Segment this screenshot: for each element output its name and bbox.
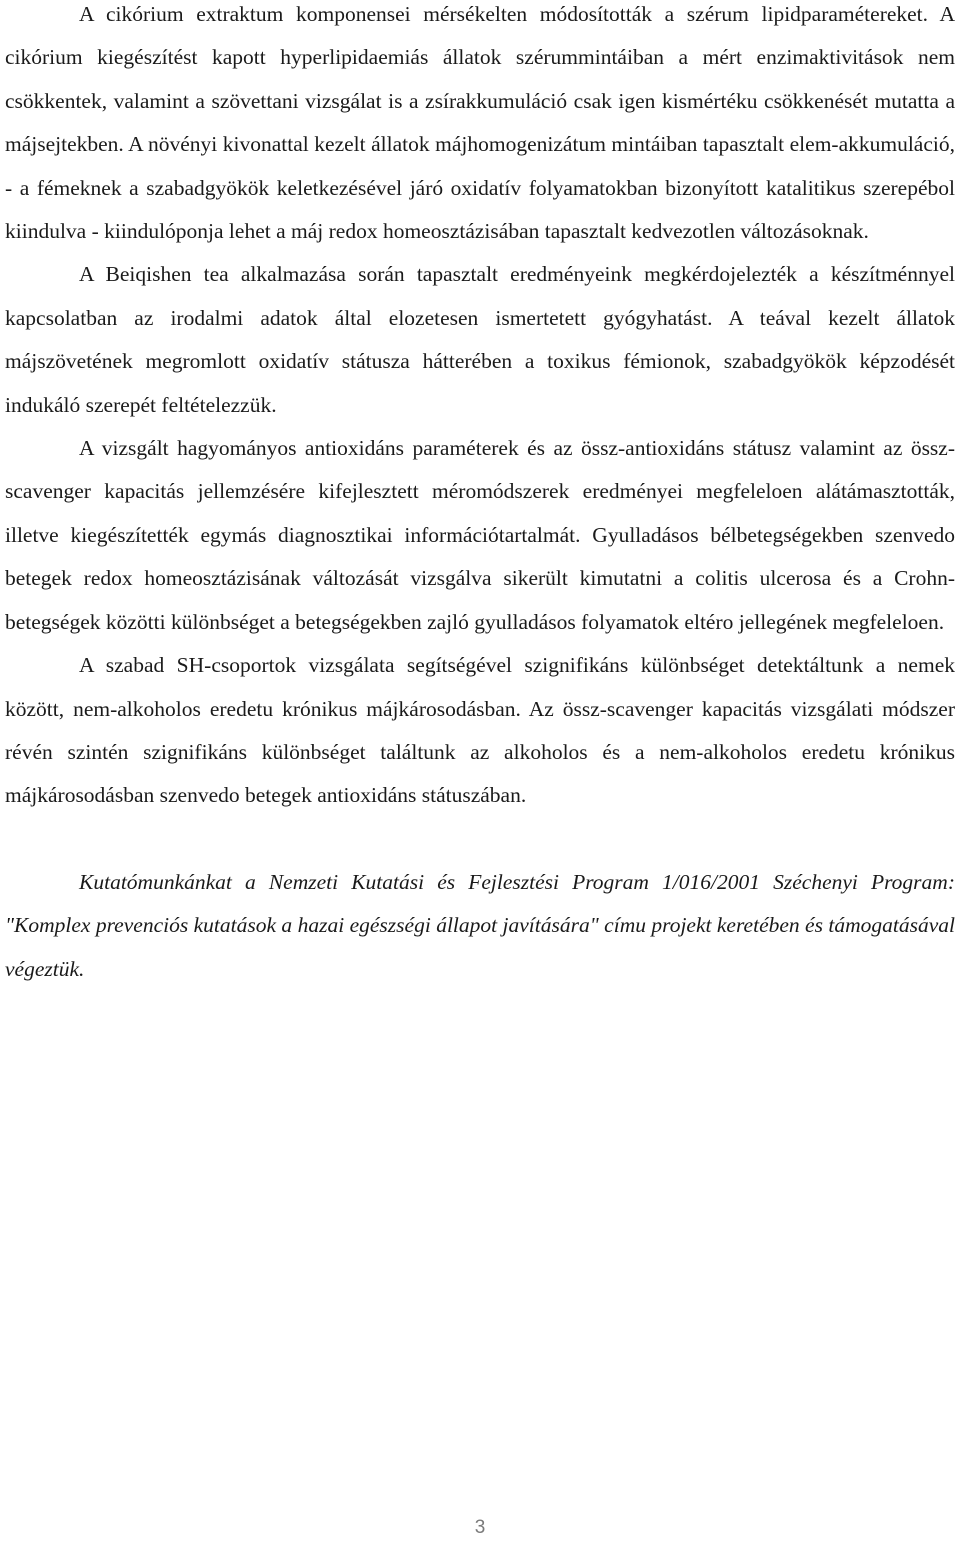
paragraph-chicory-results: A cikórium extraktum komponensei mérsékelten módosították a szérum lipidparamétereket. A cikórium kiegészítést kapott hyperlipidaemiás állatok szérummintáiban a mért enzimaktivitások nem csökkentek, valamint a szövettani vizsgálat is a zsírakkumuláció csak igen kismértéku csökkenését mutatta a májsejtekben. A növényi kivonattal kezelt állatok májhomogenizátum mintáiban tapasztalt elem-akkumuláció, - a fémeknek a szabadgyökök keletkezésével járó oxidatív folyamatokban bizonyított katalitikus szerepébol kiindulva - kiindulóponja lehet a máj redox homeosztázisában tapasztalt kedvezotlen változásoknak. — [5, 2, 955, 244]
paragraph-beiqishen-tea: A Beiqishen tea alkalmazása során tapasztalt eredményeink megkérdojelezték a készítménnyel kapcsolatban az irodalmi adatok által elozetesen ismertetett gyógyhatást. A teával kezelt állatok májszövetének megromlott oxidatív státusza hátterében a toxikus fémionok, szabadgyökök képzodését indukáló szerepét feltételezzük. — [5, 262, 955, 417]
paragraph-antioxidant-methods: A vizsgált hagyományos antioxidáns paraméterek és az össz-antioxidáns státusz valamint az össz-scavenger kapacitás jellemzésére kifejlesztett méromódszerek eredményei megfeleloen alátámasztották, illetve kiegészítették egymás diagnosztikai információtartalmát. Gyulladásos bélbetegségekben szenvedo betegek redox homeosztázisának változását vizsgálva sikerült kimutatni a colitis ulcerosa és a Crohn-betegségek közötti különbséget a betegségekben zajló gyulladásos folyamatok eltéro jellegének megfeleloen. — [5, 436, 955, 634]
document-page — [5, 0, 955, 991]
page-number: 3 — [474, 1517, 486, 1538]
paragraph-sh-groups: A szabad SH-csoportok vizsgálata segítségével szignifikáns különbséget detektáltunk a nemek között, nem-alkoholos eredetu krónikus májkárosodásban. Az össz-scavenger kapacitás vizsgálati módszer révén szintén szignifikáns különbséget találtunk az alkoholos és a nem-alkoholos eredetu krónikus májkárosodásban szenvedo betegek antioxidáns státuszában. — [5, 653, 955, 808]
acknowledgement-paragraph: Kutatómunkánkat a Nemzeti Kutatási és Fejlesztési Program 1/016/2001 Széchenyi Program: "Komplex prevenciós kutatások a hazai egészségi állapot javítására" címu projekt keretében és támogatásával végeztük. — [5, 869, 955, 981]
